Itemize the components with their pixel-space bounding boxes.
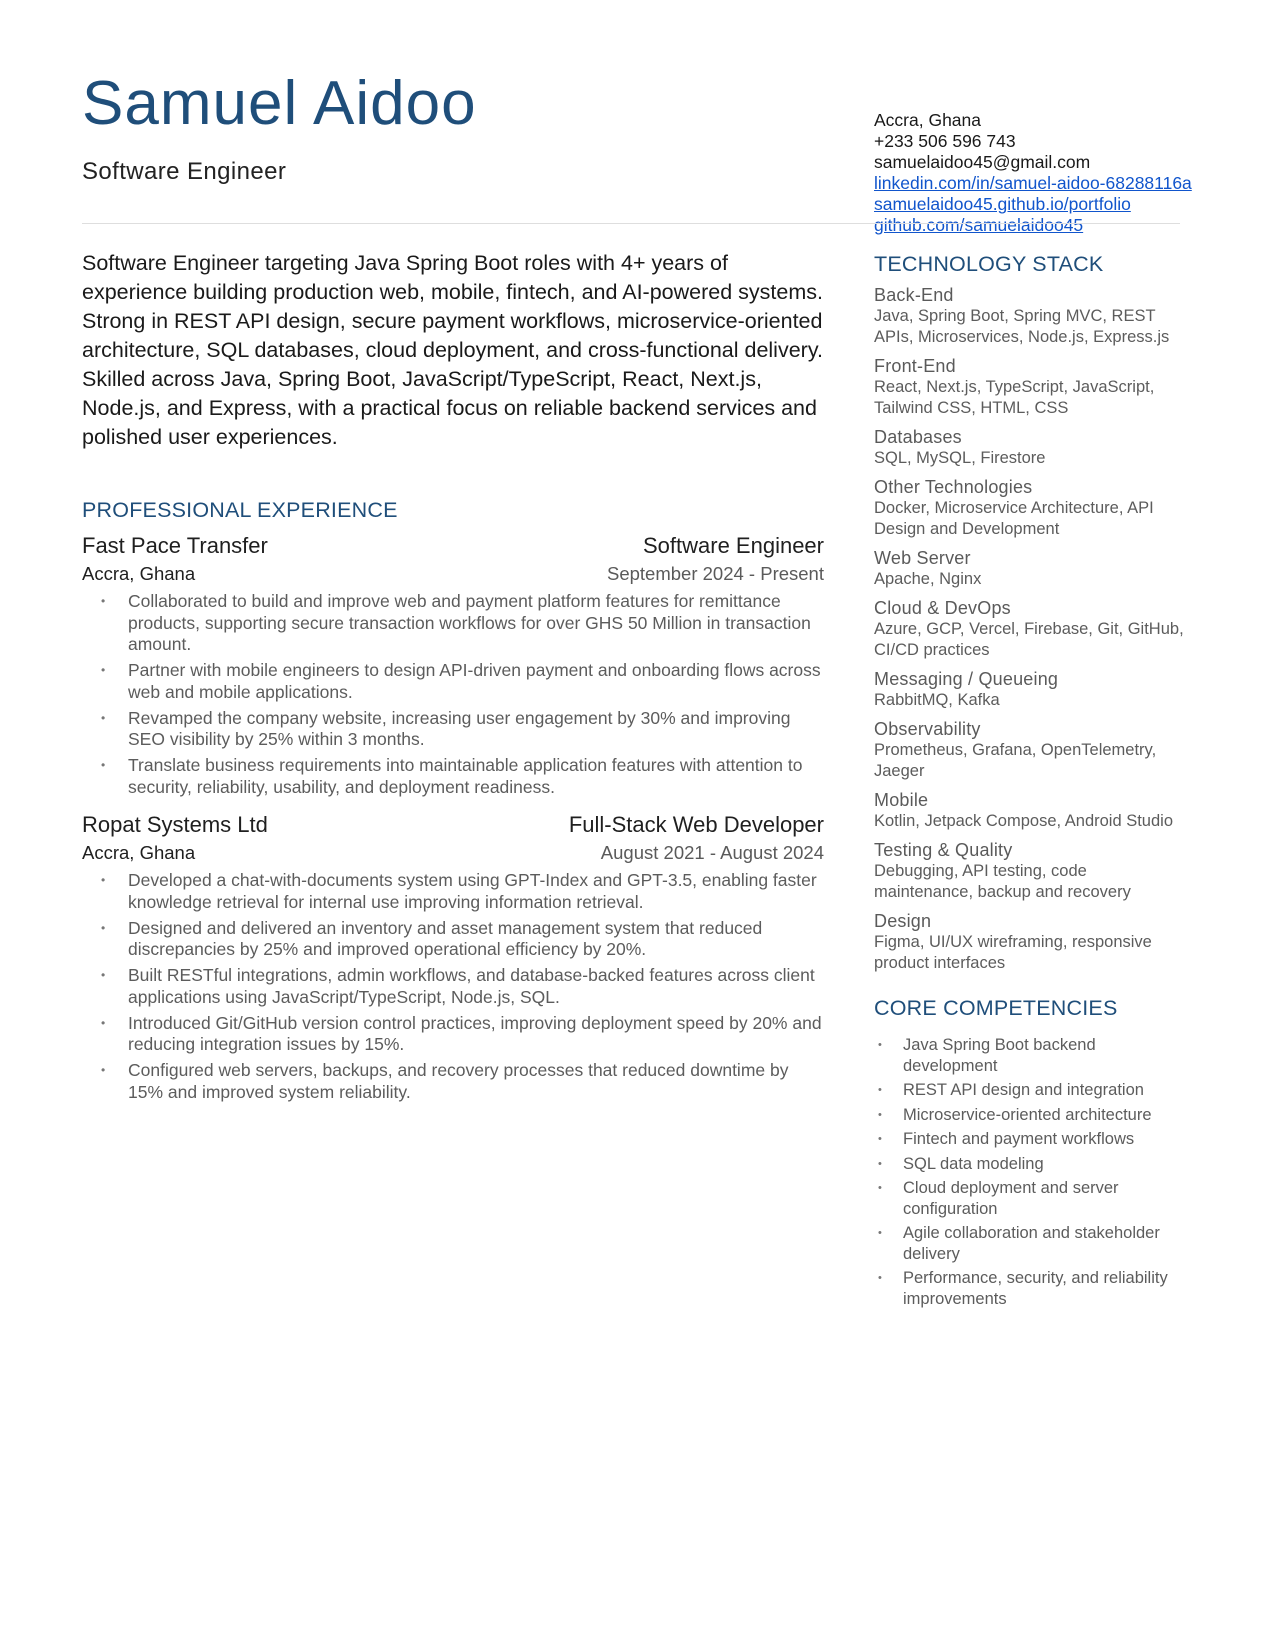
competency-item: • Agile collaboration and stakeholder delivery — [878, 1224, 1160, 1263]
competencies-heading: CORE COMPETENCIES — [874, 996, 1118, 1020]
tech-stack-value: Apache, Nginx — [874, 570, 982, 588]
job-company: Ropat Systems Ltd — [82, 812, 268, 837]
bullet-icon: • — [101, 663, 106, 677]
tech-stack-label: Cloud & DevOps — [874, 598, 1011, 618]
tech-stack-value: Docker, Microservice Architecture, API Design and Development — [874, 499, 1154, 538]
job-location: Accra, Ghana — [82, 563, 196, 584]
linkedin-link[interactable]: linkedin.com/in/samuel-aidoo-68288116a — [874, 173, 1192, 193]
job-dates: September 2024 - Present — [607, 563, 824, 584]
job-bullet: • Configured web servers, backups, and recovery processes that reduced downtime by 15% and improved system reliability. — [101, 1060, 789, 1102]
experience-section — [82, 498, 824, 1108]
bullet-icon: • — [101, 968, 106, 982]
bullet-icon: • — [878, 1157, 882, 1170]
tech-stack-value: RabbitMQ, Kafka — [874, 691, 1000, 709]
tech-stack-label: Back-End — [874, 285, 954, 305]
competency-item: • Performance, security, and reliability improvements — [878, 1269, 1168, 1308]
tech-stack-group — [874, 477, 1184, 540]
bullet-icon: • — [101, 710, 106, 725]
job-entry — [82, 533, 824, 798]
tech-stack-group — [874, 356, 1184, 419]
job-bullets — [82, 870, 824, 1103]
tech-stack-group — [874, 790, 1184, 832]
tech-stack-group — [874, 840, 1184, 903]
bullet-icon: • — [878, 1272, 882, 1284]
contact-location: Accra, Ghana — [874, 110, 981, 130]
tech-stack-value: Figma, UI/UX wireframing, responsive product interfaces — [874, 933, 1152, 972]
job-location: Accra, Ghana — [82, 842, 196, 863]
job-title: Full-Stack Web Developer — [568, 812, 824, 837]
bullet-icon: • — [101, 1015, 106, 1030]
tech-stack-label: Web Server — [874, 548, 971, 568]
job-dates: August 2021 - August 2024 — [600, 842, 824, 863]
competency-item: • Microservice-oriented architecture — [878, 1105, 1152, 1124]
tech-stack-group — [874, 427, 1184, 469]
competency-item: • Fintech and payment workflows — [878, 1130, 1135, 1148]
bullet-icon: • — [878, 1133, 882, 1145]
candidate-role: Software Engineer — [82, 158, 287, 185]
competency-item: • Cloud deployment and server configuration — [878, 1179, 1119, 1218]
competency-item: • REST API design and integration — [878, 1081, 1144, 1099]
tech-stack-label: Testing & Quality — [874, 840, 1013, 860]
bullet-icon: • — [101, 594, 106, 608]
header-divider — [82, 223, 1180, 224]
job-title: Software Engineer — [643, 533, 824, 558]
job-bullet: • Revamped the company website, increasing user engagement by 30% and improving SEO visibility by 25% within 3 months. — [101, 707, 791, 749]
bullet-icon: • — [101, 758, 106, 772]
experience-heading: PROFESSIONAL EXPERIENCE — [82, 498, 398, 522]
professional-summary: Software Engineer targeting Java Spring Boot roles with 4+ years of experience building production web, mobile, fintech, and AI-powered systems. Strong in REST API design, secure payment workflows, microservice-oriented architecture, SQL databases, cloud deployment, and cross-functional delivery. Skilled across Java, Spring Boot, JavaScript/TypeScript, React, Next.js, Node.js, and Express, with a practical focus on reliable backend services and polished user experiences. — [82, 251, 823, 449]
tech-stack-group — [874, 598, 1184, 661]
github-link[interactable]: github.com/samuelaidoo45 — [874, 215, 1084, 235]
tech-stack-group — [874, 911, 1184, 974]
tech-stack-value: Java, Spring Boot, Spring MVC, REST APIs, Microservices, Node.js, Express.js — [874, 307, 1170, 346]
bullet-icon: • — [878, 1182, 882, 1194]
job-bullet: • Built RESTful integrations, admin workflows, and database-backed features across client applications using JavaScript/TypeScript, Node.js, SQL. — [101, 965, 815, 1007]
bullet-icon: • — [878, 1039, 882, 1051]
tech-stack-value: Debugging, API testing, code maintenance, backup and recovery — [874, 862, 1131, 901]
competencies-list — [874, 1035, 1184, 1309]
job-bullets — [82, 591, 824, 798]
tech-stack-value: SQL, MySQL, Firestore — [874, 449, 1046, 467]
tech-stack-group — [874, 285, 1184, 348]
tech-stack-label: Other Technologies — [874, 477, 1033, 497]
contact-phone: +233 506 596 743 — [874, 131, 1016, 151]
competency-item: • SQL data modeling — [878, 1154, 1044, 1173]
candidate-name: Samuel Aidoo — [82, 69, 477, 138]
competency-item: • Java Spring Boot backend development — [878, 1036, 1096, 1075]
tech-stack-heading: TECHNOLOGY STACK — [874, 252, 1104, 276]
tech-stack-label: Databases — [874, 427, 962, 447]
tech-stack-group — [874, 719, 1184, 782]
job-company: Fast Pace Transfer — [82, 533, 268, 558]
job-bullet: • Developed a chat-with-documents system using GPT-Index and GPT-3.5, enabling faster knowledge retrieval for internal use improving information retrieval. — [101, 870, 817, 912]
sidebar — [874, 252, 1184, 1313]
job-bullet: • Collaborated to build and improve web and payment platform features for remittance products, supporting secure transaction workflows for over GHS 50 Million in transaction amount. — [101, 591, 811, 654]
job-entry — [82, 812, 824, 1103]
tech-stack-label: Observability — [874, 719, 981, 739]
bullet-icon: • — [101, 1063, 106, 1077]
bullet-icon: • — [878, 1084, 882, 1096]
tech-stack-group — [874, 548, 1184, 590]
tech-stack-value: Azure, GCP, Vercel, Firebase, Git, GitHub, CI/CD practices — [874, 620, 1184, 659]
job-bullet: • Introduced Git/GitHub version control practices, improving deployment speed by 20% and reducing integration issues by 15%. — [101, 1012, 822, 1054]
tech-stack-value: Kotlin, Jetpack Compose, Android Studio — [874, 812, 1174, 830]
tech-stack-label: Design — [874, 911, 932, 931]
bullet-icon: • — [101, 920, 106, 935]
contact-block — [874, 110, 1192, 236]
tech-stack-label: Front-End — [874, 356, 956, 376]
job-bullet: • Designed and delivered an inventory and asset management system that reduced discrepancies by 25% and improved operational efficiency by 20%. — [101, 917, 763, 959]
job-bullet: • Partner with mobile engineers to design API-driven payment and onboarding flows across web and mobile applications. — [101, 660, 821, 702]
bullet-icon: • — [878, 1108, 882, 1121]
contact-email: samuelaidoo45@gmail.com — [874, 152, 1091, 172]
job-bullet: • Translate business requirements into maintainable application features with attention to security, reliability, usability, and deployment readiness. — [101, 755, 803, 797]
portfolio-link[interactable]: samuelaidoo45.github.io/portfolio — [874, 194, 1131, 214]
tech-stack-value: React, Next.js, TypeScript, JavaScript, Tailwind CSS, HTML, CSS — [874, 378, 1155, 417]
tech-stack-label: Mobile — [874, 790, 929, 810]
tech-stack-label: Messaging / Queueing — [874, 669, 1059, 689]
tech-stack-groups — [874, 285, 1184, 974]
bullet-icon: • — [878, 1227, 882, 1239]
tech-stack-group — [874, 669, 1184, 711]
tech-stack-value: Prometheus, Grafana, OpenTelemetry, Jaeger — [874, 741, 1157, 780]
bullet-icon: • — [101, 873, 106, 887]
